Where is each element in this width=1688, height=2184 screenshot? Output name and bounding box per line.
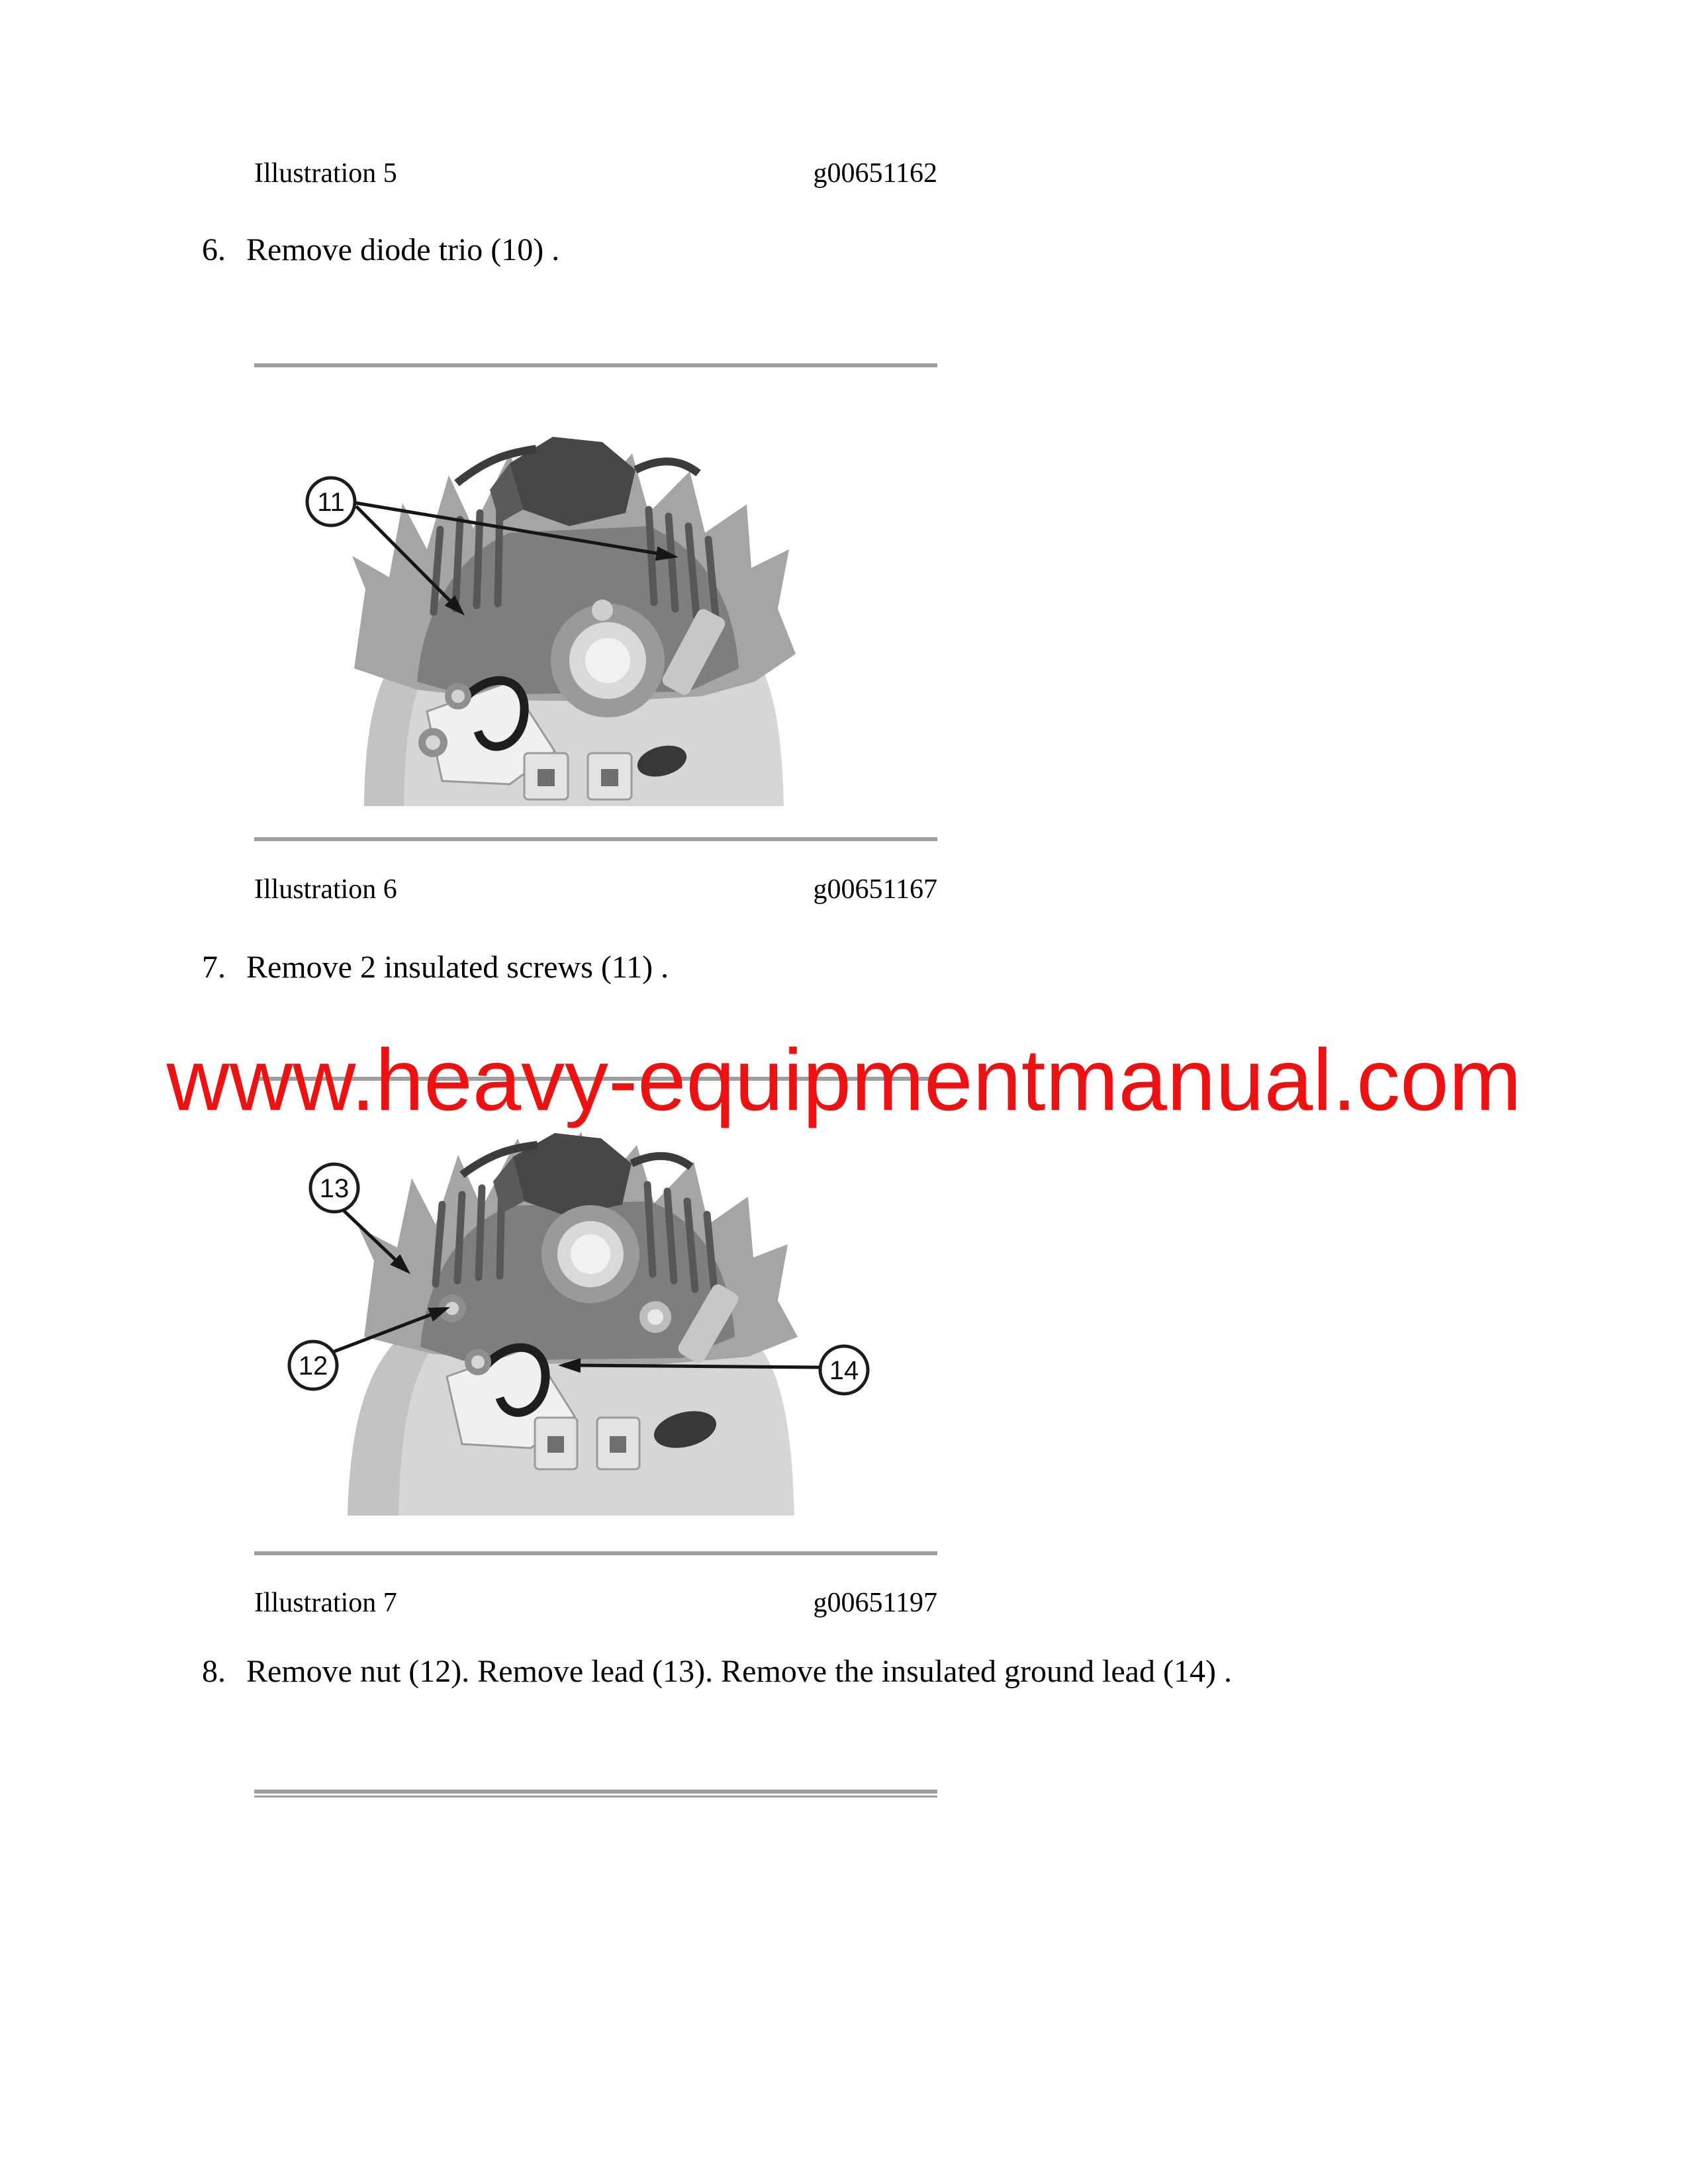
- callout-number: 14: [829, 1356, 859, 1385]
- step-text: Remove 2 insulated screws (11) .: [246, 950, 669, 985]
- alternator-art: [348, 1132, 798, 1516]
- illustration-label: Illustration 7: [254, 1588, 397, 1618]
- step-number: 6.: [202, 232, 226, 267]
- procedure-step: [202, 1653, 1232, 1690]
- alternator-photo: [285, 1118, 880, 1519]
- figure-bottom-rule: [254, 1551, 937, 1555]
- step-number: 8.: [202, 1654, 226, 1689]
- step-text: Remove diode trio (10) .: [246, 232, 560, 267]
- alternator-art: [352, 437, 796, 806]
- step-text: Remove nut (12). Remove lead (13). Remove the insulated ground lead (14) .: [246, 1654, 1232, 1689]
- figure-top-rule-thin: [254, 1796, 937, 1797]
- alternator-photo: [291, 390, 847, 807]
- illustration-code: g00651162: [813, 158, 937, 189]
- step-number: 7.: [202, 950, 226, 985]
- illustration-code: g00651197: [813, 1588, 937, 1618]
- illustration-label: Illustration 6: [254, 874, 397, 905]
- figure-top-rule: [254, 363, 937, 367]
- site-watermark: www.heavy-equipmentmanual.com: [166, 1031, 1522, 1128]
- callout-number: 11: [317, 488, 345, 517]
- callout-number: 12: [298, 1351, 328, 1381]
- figure-caption-row: [254, 158, 937, 189]
- figure-illustration-7: [285, 1118, 880, 1519]
- figure-bottom-rule: [254, 837, 937, 841]
- figure-illustration-6: [291, 390, 847, 807]
- figure-caption-row: [254, 1587, 937, 1619]
- procedure-step: [202, 949, 669, 985]
- figure-caption-row: [254, 874, 937, 905]
- procedure-step: [202, 232, 559, 268]
- callout-13: [310, 1164, 410, 1274]
- figure-top-rule: [254, 1790, 937, 1794]
- illustration-code: g00651167: [813, 874, 937, 905]
- illustration-label: Illustration 5: [254, 158, 397, 189]
- callout-number: 13: [319, 1174, 350, 1203]
